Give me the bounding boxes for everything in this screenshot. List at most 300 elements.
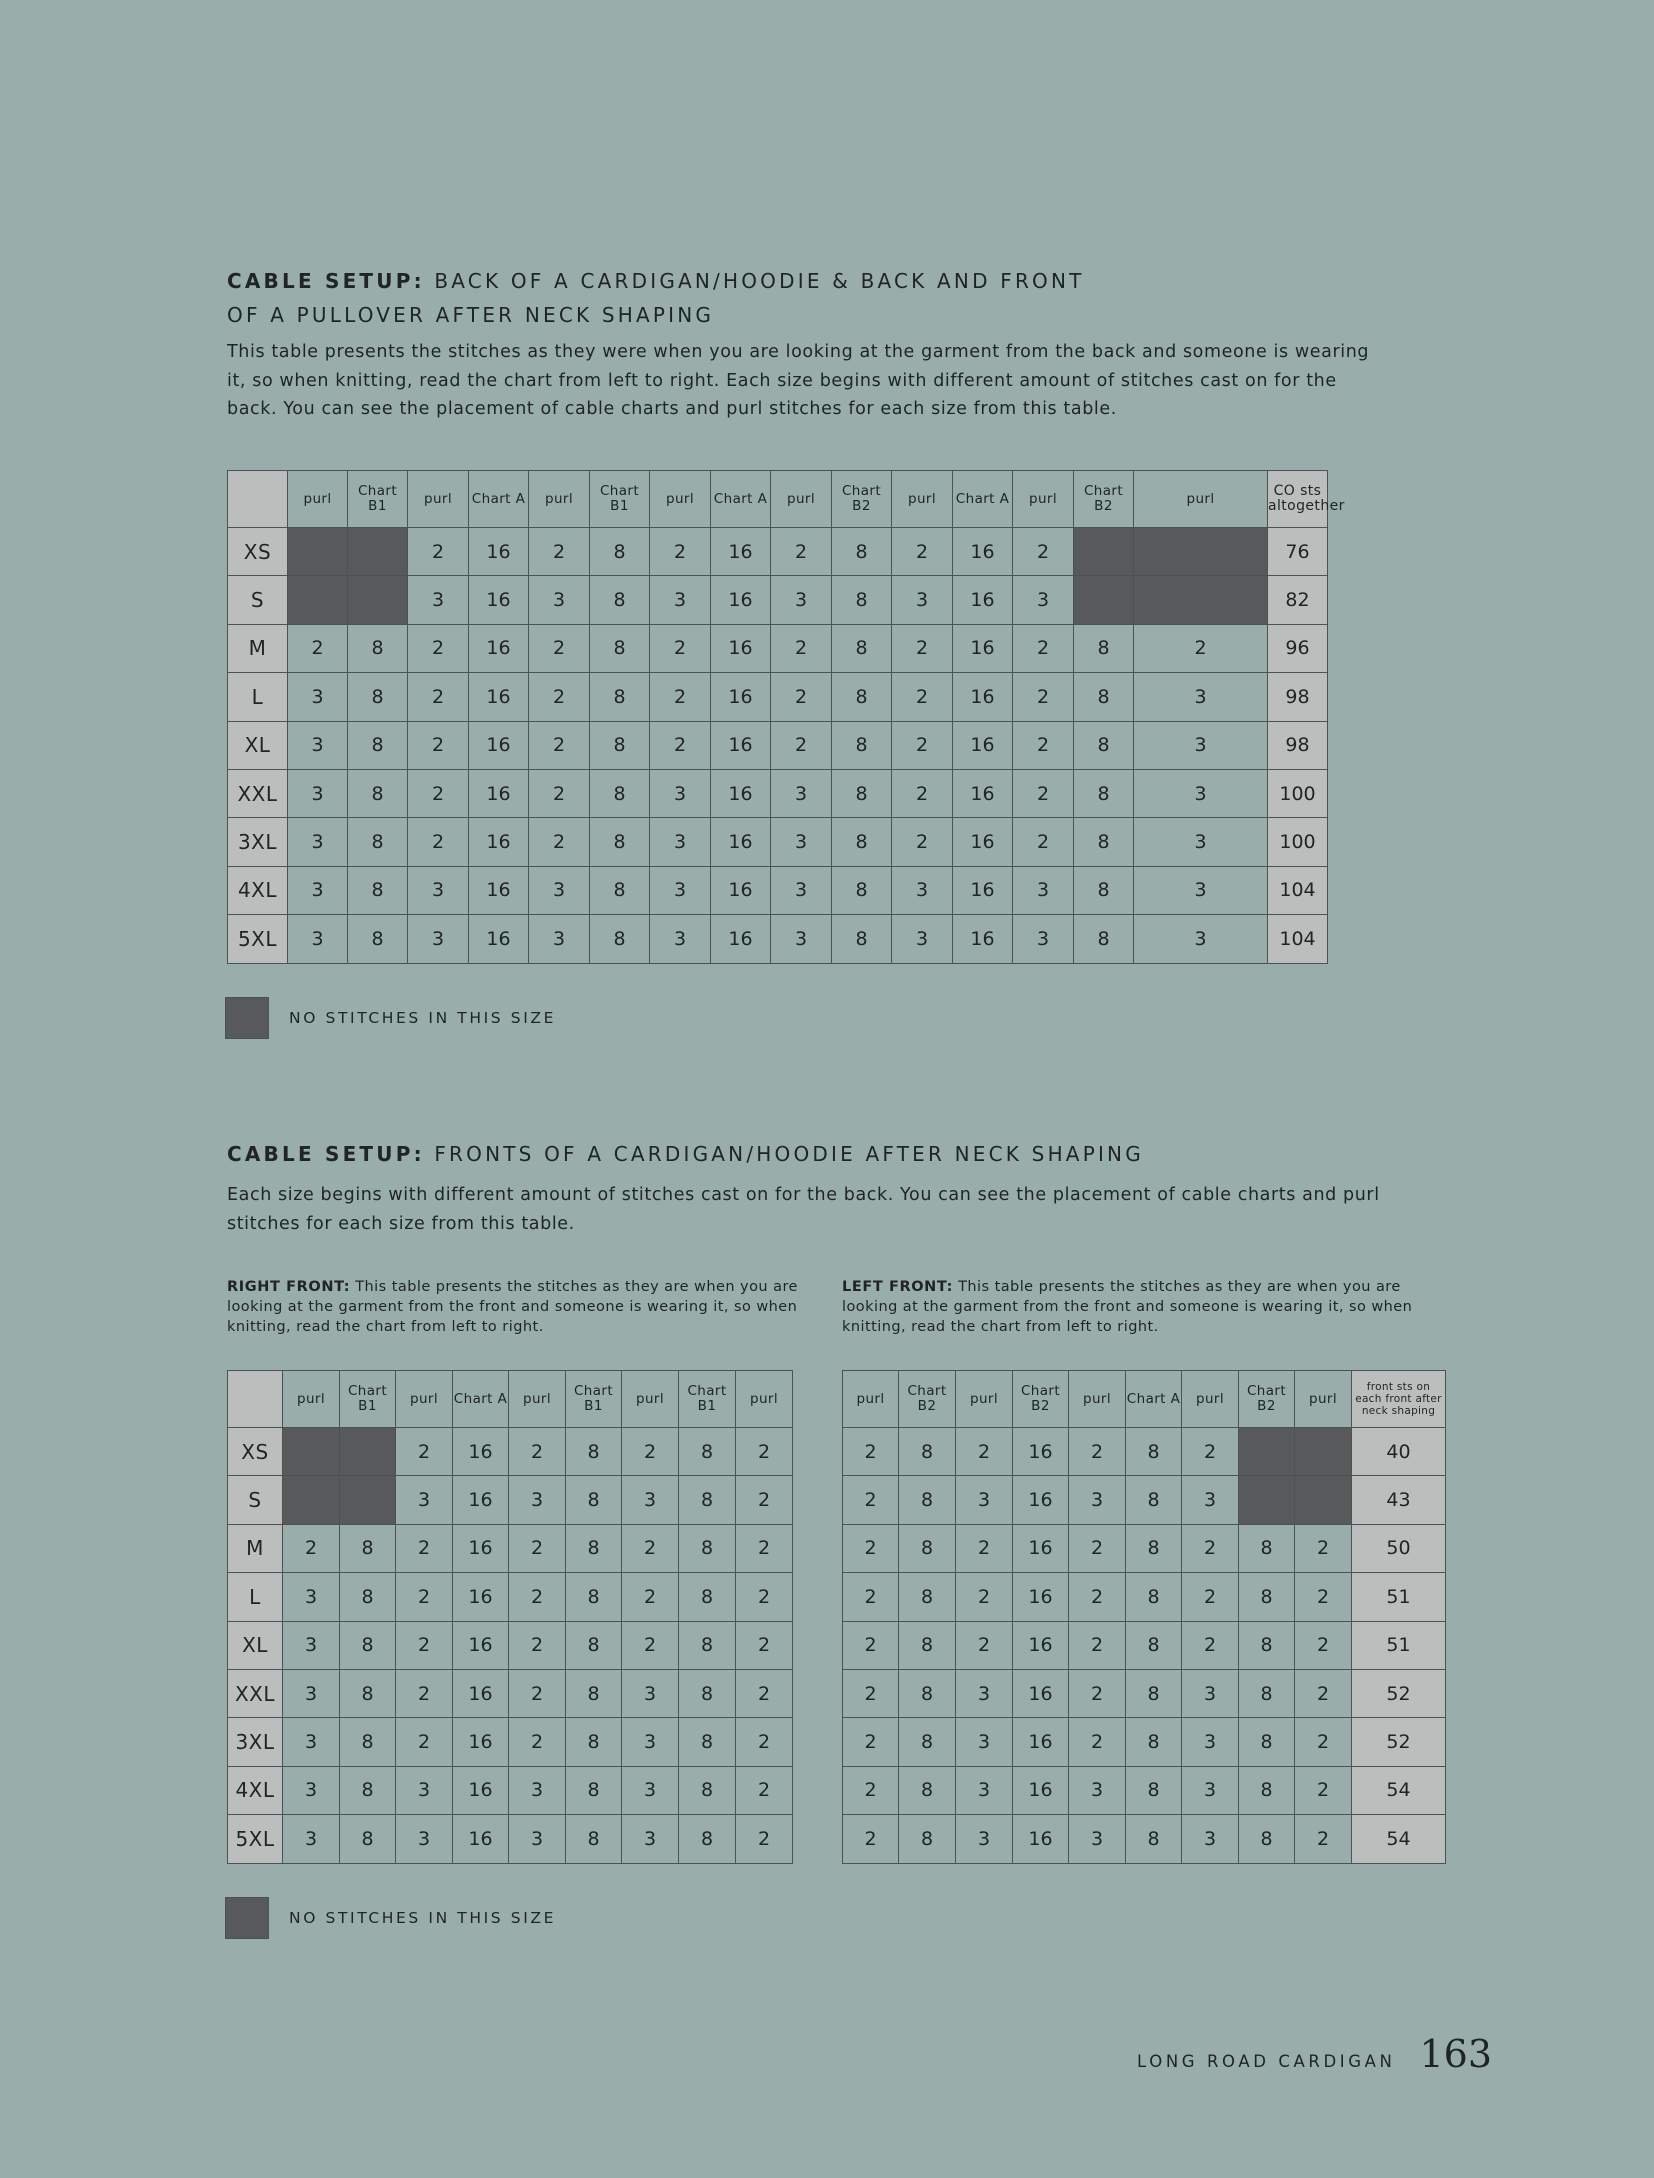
- stitch-count: 2: [288, 624, 348, 672]
- table-row: [228, 1766, 793, 1814]
- stitch-count: 2: [843, 1669, 899, 1717]
- stitch-count: 3: [650, 915, 711, 963]
- stitch-count: 8: [566, 1573, 622, 1621]
- page-footer: [1137, 2032, 1492, 2076]
- stitch-count: 3: [1134, 818, 1268, 866]
- table-row: [228, 528, 1328, 576]
- size-label: M: [228, 1524, 283, 1572]
- stitch-count: 2: [529, 721, 590, 769]
- stitch-count: 3: [288, 721, 348, 769]
- stitch-count: 8: [340, 1766, 396, 1814]
- stitch-count: 8: [832, 673, 892, 721]
- stitch-count: 2: [1295, 1524, 1352, 1572]
- stitch-count: 3: [1182, 1476, 1239, 1524]
- stitch-count: 16: [1013, 1476, 1069, 1524]
- stitch-count: 2: [650, 721, 711, 769]
- total-stitches: 76: [1268, 528, 1328, 576]
- stitch-count: 8: [899, 1766, 956, 1814]
- stitch-count: 2: [622, 1621, 679, 1669]
- stitch-count: 8: [1074, 915, 1134, 963]
- stitch-count: 16: [711, 915, 771, 963]
- stitch-count: 2: [736, 1815, 793, 1863]
- legend-label: NO STITCHES IN THIS SIZE: [289, 1009, 556, 1027]
- total-stitches: 54: [1352, 1766, 1446, 1814]
- stitch-count: 16: [711, 721, 771, 769]
- table-row: [843, 1621, 1446, 1669]
- stitch-count: 16: [1013, 1766, 1069, 1814]
- size-label: XXL: [228, 769, 288, 817]
- table-row: [228, 1669, 793, 1717]
- left-front-table: [842, 1370, 1446, 1864]
- stitch-count: 2: [771, 528, 832, 576]
- stitch-count: 2: [1295, 1621, 1352, 1669]
- total-stitches: 52: [1352, 1669, 1446, 1717]
- stitch-count: 8: [590, 528, 650, 576]
- stitch-count: 3: [288, 673, 348, 721]
- stitch-count: 2: [509, 1573, 566, 1621]
- header-row: [843, 1371, 1446, 1428]
- stitch-count: 2: [1295, 1766, 1352, 1814]
- stitch-count: 3: [1013, 866, 1074, 914]
- total-stitches: 104: [1268, 915, 1328, 963]
- column-header: purl: [622, 1371, 679, 1428]
- stitch-count: 2: [529, 769, 590, 817]
- column-header: purl: [529, 471, 590, 528]
- stitch-count: 16: [453, 1669, 509, 1717]
- stitch-count: 2: [622, 1428, 679, 1476]
- stitch-count: 3: [892, 915, 953, 963]
- stitch-count: 3: [956, 1669, 1013, 1717]
- stitch-count: 3: [771, 915, 832, 963]
- stitch-count: 8: [899, 1669, 956, 1717]
- corner-cell: [228, 1371, 283, 1428]
- stitch-count: 2: [892, 624, 953, 672]
- stitch-count: 3: [408, 576, 469, 624]
- stitch-count: 2: [736, 1524, 793, 1572]
- table-row: [228, 1428, 793, 1476]
- stitch-count: 2: [408, 673, 469, 721]
- column-header: purl: [771, 471, 832, 528]
- stitch-count: 8: [1074, 866, 1134, 914]
- section1-intro: This table presents the stitches as they were when you are looking at the garment from the back and someone is wearing it, so when knitting, read the chart from left to right. Each size begins with different amount of stitches cast on for the back. You can see the placement of cable charts and purl stitches for each size from this table.: [227, 342, 1370, 419]
- stitch-count: 8: [679, 1621, 736, 1669]
- stitch-count: 8: [1074, 673, 1134, 721]
- size-label: 4XL: [228, 1766, 283, 1814]
- stitch-count: 8: [899, 1476, 956, 1524]
- stitch-count: 2: [622, 1573, 679, 1621]
- total-stitches: 50: [1352, 1524, 1446, 1572]
- stitch-count: 8: [340, 1573, 396, 1621]
- stitch-count: 8: [590, 673, 650, 721]
- stitch-count: 2: [1013, 528, 1074, 576]
- stitch-count: 2: [529, 528, 590, 576]
- stitch-count: 16: [711, 818, 771, 866]
- column-header: purl: [892, 471, 953, 528]
- stitch-count: 8: [899, 1621, 956, 1669]
- stitch-count: 3: [892, 866, 953, 914]
- column-header: Chart B2: [832, 471, 892, 528]
- column-header: purl: [509, 1371, 566, 1428]
- size-label: S: [228, 576, 288, 624]
- table-row: [228, 866, 1328, 914]
- table-row: [843, 1718, 1446, 1766]
- total-stitches: 82: [1268, 576, 1328, 624]
- stitch-count: 3: [1134, 721, 1268, 769]
- stitch-count: 2: [956, 1621, 1013, 1669]
- right-front-description: RIGHT FRONT: This table presents the stitches as they are when you are looking at the garment from the front and someone is wearing it, so when knitting, read the chart from left to right.: [227, 1279, 798, 1335]
- stitch-count: 3: [283, 1766, 340, 1814]
- stitch-count: 8: [1126, 1718, 1182, 1766]
- stitch-count: 8: [832, 818, 892, 866]
- stitch-count: 2: [283, 1524, 340, 1572]
- table-row: [228, 673, 1328, 721]
- stitch-count: 8: [566, 1766, 622, 1814]
- table-row: [843, 1669, 1446, 1717]
- column-header: Chart B1: [566, 1371, 622, 1428]
- stitch-count: 2: [956, 1428, 1013, 1476]
- stitch-count: 16: [1013, 1428, 1069, 1476]
- table-row: [843, 1766, 1446, 1814]
- stitch-count: 16: [953, 528, 1013, 576]
- section2-intro: Each size begins with different amount of stitches cast on for the back. You can see the placement of cable charts and purl stitches for each size from this table.: [227, 1185, 1380, 1234]
- stitch-count: 3: [771, 866, 832, 914]
- no-stitches-cell: [340, 1476, 396, 1524]
- stitch-count: 8: [899, 1573, 956, 1621]
- stitch-count: 2: [1013, 769, 1074, 817]
- total-stitches: 104: [1268, 866, 1328, 914]
- stitch-count: 2: [736, 1573, 793, 1621]
- stitch-count: 3: [622, 1718, 679, 1766]
- stitch-count: 16: [953, 818, 1013, 866]
- stitch-count: 2: [892, 721, 953, 769]
- size-label: L: [228, 673, 288, 721]
- no-stitches-cell: [288, 528, 348, 576]
- size-label: 3XL: [228, 1718, 283, 1766]
- stitch-count: 3: [1013, 915, 1074, 963]
- stitch-count: 2: [1182, 1428, 1239, 1476]
- stitch-count: 8: [590, 576, 650, 624]
- column-header: purl: [1182, 1371, 1239, 1428]
- stitch-count: 8: [1239, 1524, 1295, 1572]
- table-row: [843, 1573, 1446, 1621]
- stitch-count: 16: [453, 1573, 509, 1621]
- column-header: Chart B1: [348, 471, 408, 528]
- stitch-count: 16: [469, 721, 529, 769]
- stitch-count: 8: [1239, 1621, 1295, 1669]
- table-row: [843, 1428, 1446, 1476]
- stitch-count: 2: [396, 1669, 453, 1717]
- size-label: L: [228, 1573, 283, 1621]
- size-label: XS: [228, 1428, 283, 1476]
- stitch-count: 8: [679, 1428, 736, 1476]
- column-header: purl: [1069, 1371, 1126, 1428]
- stitch-count: 8: [566, 1476, 622, 1524]
- stitch-count: 3: [408, 915, 469, 963]
- column-header: Chart B1: [590, 471, 650, 528]
- stitch-count: 8: [340, 1524, 396, 1572]
- stitch-count: 2: [843, 1428, 899, 1476]
- total-stitches: 52: [1352, 1718, 1446, 1766]
- table-row: [228, 624, 1328, 672]
- stitch-count: 3: [956, 1815, 1013, 1863]
- corner-cell: [228, 471, 288, 528]
- column-header: Chart A: [1126, 1371, 1182, 1428]
- stitch-count: 8: [590, 769, 650, 817]
- stitch-count: 3: [956, 1766, 1013, 1814]
- table-row: [843, 1476, 1446, 1524]
- size-label: XXL: [228, 1669, 283, 1717]
- stitch-count: 8: [1239, 1573, 1295, 1621]
- stitch-count: 16: [453, 1621, 509, 1669]
- stitch-count: 2: [408, 721, 469, 769]
- column-header: purl: [1134, 471, 1268, 528]
- stitch-count: 2: [843, 1621, 899, 1669]
- stitch-count: 8: [1239, 1766, 1295, 1814]
- table-row: [843, 1815, 1446, 1863]
- stitch-count: 16: [469, 576, 529, 624]
- stitch-count: 2: [529, 818, 590, 866]
- total-stitches: 98: [1268, 673, 1328, 721]
- stitch-count: 2: [1069, 1573, 1126, 1621]
- stitch-count: 3: [288, 866, 348, 914]
- stitch-count: 8: [1126, 1573, 1182, 1621]
- stitch-count: 2: [396, 1524, 453, 1572]
- stitch-count: 3: [1134, 915, 1268, 963]
- stitch-count: 2: [396, 1428, 453, 1476]
- stitch-count: 8: [1074, 818, 1134, 866]
- no-stitches-cell: [1134, 528, 1268, 576]
- stitch-count: 8: [832, 528, 892, 576]
- stitch-count: 16: [469, 915, 529, 963]
- stitch-count: 3: [956, 1718, 1013, 1766]
- stitch-count: 16: [453, 1428, 509, 1476]
- stitch-count: 8: [679, 1718, 736, 1766]
- stitch-count: 8: [679, 1766, 736, 1814]
- stitch-count: 3: [283, 1573, 340, 1621]
- stitch-count: 8: [590, 866, 650, 914]
- stitch-count: 16: [1013, 1524, 1069, 1572]
- stitch-count: 3: [650, 769, 711, 817]
- stitch-count: 8: [348, 769, 408, 817]
- column-header: Chart A: [469, 471, 529, 528]
- stitch-count: 16: [469, 528, 529, 576]
- stitch-count: 2: [650, 673, 711, 721]
- stitch-count: 2: [771, 624, 832, 672]
- stitch-count: 3: [283, 1815, 340, 1863]
- stitch-count: 3: [650, 866, 711, 914]
- stitch-count: 2: [1295, 1573, 1352, 1621]
- stitch-count: 2: [1182, 1621, 1239, 1669]
- table-row: [228, 1621, 793, 1669]
- section2-title: CABLE SETUP: FRONTS OF A CARDIGAN/HOODIE AFTER NECK SHAPING: [227, 1142, 1144, 1166]
- stitch-count: 8: [1126, 1766, 1182, 1814]
- stitch-count: 8: [340, 1718, 396, 1766]
- legend-section2: [225, 1897, 556, 1939]
- stitch-count: 8: [340, 1815, 396, 1863]
- stitch-count: 3: [529, 576, 590, 624]
- stitch-count: 8: [348, 818, 408, 866]
- total-stitches: 96: [1268, 624, 1328, 672]
- column-header: purl: [843, 1371, 899, 1428]
- stitch-count: 16: [953, 624, 1013, 672]
- stitch-count: 2: [509, 1669, 566, 1717]
- stitch-count: 2: [892, 769, 953, 817]
- stitch-count: 8: [340, 1669, 396, 1717]
- stitch-count: 2: [1295, 1718, 1352, 1766]
- column-header: purl: [396, 1371, 453, 1428]
- total-stitches: 51: [1352, 1621, 1446, 1669]
- no-stitches-cell: [1074, 576, 1134, 624]
- column-header: Chart A: [711, 471, 771, 528]
- stitch-count: 8: [566, 1718, 622, 1766]
- table-row: [228, 769, 1328, 817]
- no-stitches-cell: [1239, 1476, 1295, 1524]
- stitch-count: 16: [469, 769, 529, 817]
- stitch-count: 3: [288, 915, 348, 963]
- header-row: [228, 1371, 793, 1428]
- column-header: CO sts altogether: [1268, 471, 1328, 528]
- stitch-count: 8: [899, 1428, 956, 1476]
- stitch-count: 2: [956, 1573, 1013, 1621]
- column-header: Chart B1: [340, 1371, 396, 1428]
- stitch-count: 2: [396, 1621, 453, 1669]
- column-header: front sts on each front after neck shaping: [1352, 1371, 1446, 1428]
- stitch-count: 2: [892, 673, 953, 721]
- column-header: Chart B2: [1074, 471, 1134, 528]
- column-header: Chart A: [953, 471, 1013, 528]
- stitch-count: 16: [1013, 1573, 1069, 1621]
- total-stitches: 51: [1352, 1573, 1446, 1621]
- stitch-count: 3: [1182, 1718, 1239, 1766]
- stitch-count: 8: [899, 1524, 956, 1572]
- stitch-count: 8: [1126, 1669, 1182, 1717]
- stitch-count: 8: [832, 624, 892, 672]
- size-label: 5XL: [228, 1815, 283, 1863]
- stitch-count: 2: [956, 1524, 1013, 1572]
- stitch-count: 16: [711, 769, 771, 817]
- stitch-count: 2: [509, 1621, 566, 1669]
- column-header: purl: [283, 1371, 340, 1428]
- stitch-count: 2: [1013, 721, 1074, 769]
- stitch-count: 2: [1134, 624, 1268, 672]
- stitch-count: 3: [1069, 1476, 1126, 1524]
- total-stitches: 100: [1268, 769, 1328, 817]
- stitch-count: 8: [832, 769, 892, 817]
- stitch-count: 2: [650, 624, 711, 672]
- stitch-count: 8: [566, 1428, 622, 1476]
- stitch-count: 3: [771, 818, 832, 866]
- stitch-count: 3: [529, 915, 590, 963]
- stitch-count: 16: [953, 915, 1013, 963]
- stitch-count: 8: [899, 1815, 956, 1863]
- stitch-count: 8: [679, 1573, 736, 1621]
- stitch-count: 3: [771, 576, 832, 624]
- column-header: purl: [956, 1371, 1013, 1428]
- stitch-count: 16: [953, 721, 1013, 769]
- stitch-count: 8: [566, 1669, 622, 1717]
- stitch-count: 8: [1239, 1815, 1295, 1863]
- stitch-count: 8: [590, 818, 650, 866]
- table-row: [228, 1573, 793, 1621]
- total-stitches: 100: [1268, 818, 1328, 866]
- stitch-count: 3: [283, 1669, 340, 1717]
- no-stitches-cell: [340, 1428, 396, 1476]
- stitch-count: 2: [650, 528, 711, 576]
- stitch-count: 3: [1182, 1669, 1239, 1717]
- stitch-count: 3: [622, 1815, 679, 1863]
- stitch-count: 8: [832, 915, 892, 963]
- stitch-count: 16: [469, 673, 529, 721]
- stitch-count: 2: [736, 1766, 793, 1814]
- table-row: [228, 1476, 793, 1524]
- stitch-count: 8: [566, 1815, 622, 1863]
- stitch-count: 2: [843, 1815, 899, 1863]
- stitch-count: 8: [348, 624, 408, 672]
- no-stitches-cell: [1295, 1428, 1352, 1476]
- stitch-count: 16: [711, 528, 771, 576]
- stitch-count: 3: [283, 1621, 340, 1669]
- stitch-count: 2: [736, 1621, 793, 1669]
- legend-label: NO STITCHES IN THIS SIZE: [289, 1909, 556, 1927]
- stitch-count: 2: [622, 1524, 679, 1572]
- no-stitches-cell: [1134, 576, 1268, 624]
- stitch-count: 16: [711, 576, 771, 624]
- book-pattern-title: LONG ROAD CARDIGAN: [1137, 2052, 1396, 2071]
- stitch-count: 3: [956, 1476, 1013, 1524]
- stitch-count: 2: [509, 1524, 566, 1572]
- stitch-count: 16: [711, 673, 771, 721]
- stitch-count: 8: [566, 1621, 622, 1669]
- stitch-count: 8: [899, 1718, 956, 1766]
- size-label: 3XL: [228, 818, 288, 866]
- no-stitches-cell: [283, 1428, 340, 1476]
- stitch-count: 8: [340, 1621, 396, 1669]
- section1-title: CABLE SETUP: BACK OF A CARDIGAN/HOODIE & BACK AND FRONT OF A PULLOVER AFTER NECK SHAPING: [227, 269, 1085, 327]
- column-header: Chart B2: [1239, 1371, 1295, 1428]
- stitch-count: 3: [1069, 1815, 1126, 1863]
- stitch-count: 16: [469, 866, 529, 914]
- stitch-count: 2: [843, 1766, 899, 1814]
- stitch-count: 3: [396, 1815, 453, 1863]
- stitch-count: 16: [453, 1815, 509, 1863]
- right-front-table: [227, 1370, 793, 1864]
- stitch-count: 8: [1126, 1621, 1182, 1669]
- stitch-count: 2: [736, 1428, 793, 1476]
- stitch-count: 2: [396, 1573, 453, 1621]
- stitch-count: 8: [1126, 1815, 1182, 1863]
- stitch-count: 2: [843, 1524, 899, 1572]
- stitch-count: 2: [1013, 673, 1074, 721]
- stitch-count: 8: [1126, 1524, 1182, 1572]
- stitch-count: 8: [1126, 1476, 1182, 1524]
- stitch-count: 16: [953, 576, 1013, 624]
- stitch-count: 8: [1074, 721, 1134, 769]
- stitch-count: 8: [832, 866, 892, 914]
- stitch-count: 8: [1239, 1718, 1295, 1766]
- stitch-count: 3: [396, 1766, 453, 1814]
- table-row: [228, 1815, 793, 1863]
- column-header: purl: [288, 471, 348, 528]
- stitch-count: 2: [1295, 1815, 1352, 1863]
- stitch-count: 3: [283, 1718, 340, 1766]
- stitch-count: 3: [288, 769, 348, 817]
- stitch-count: 16: [1013, 1669, 1069, 1717]
- stitch-count: 2: [1295, 1669, 1352, 1717]
- stitch-count: 8: [1074, 769, 1134, 817]
- table-row: [228, 1718, 793, 1766]
- table-row: [228, 915, 1328, 963]
- stitch-count: 16: [453, 1524, 509, 1572]
